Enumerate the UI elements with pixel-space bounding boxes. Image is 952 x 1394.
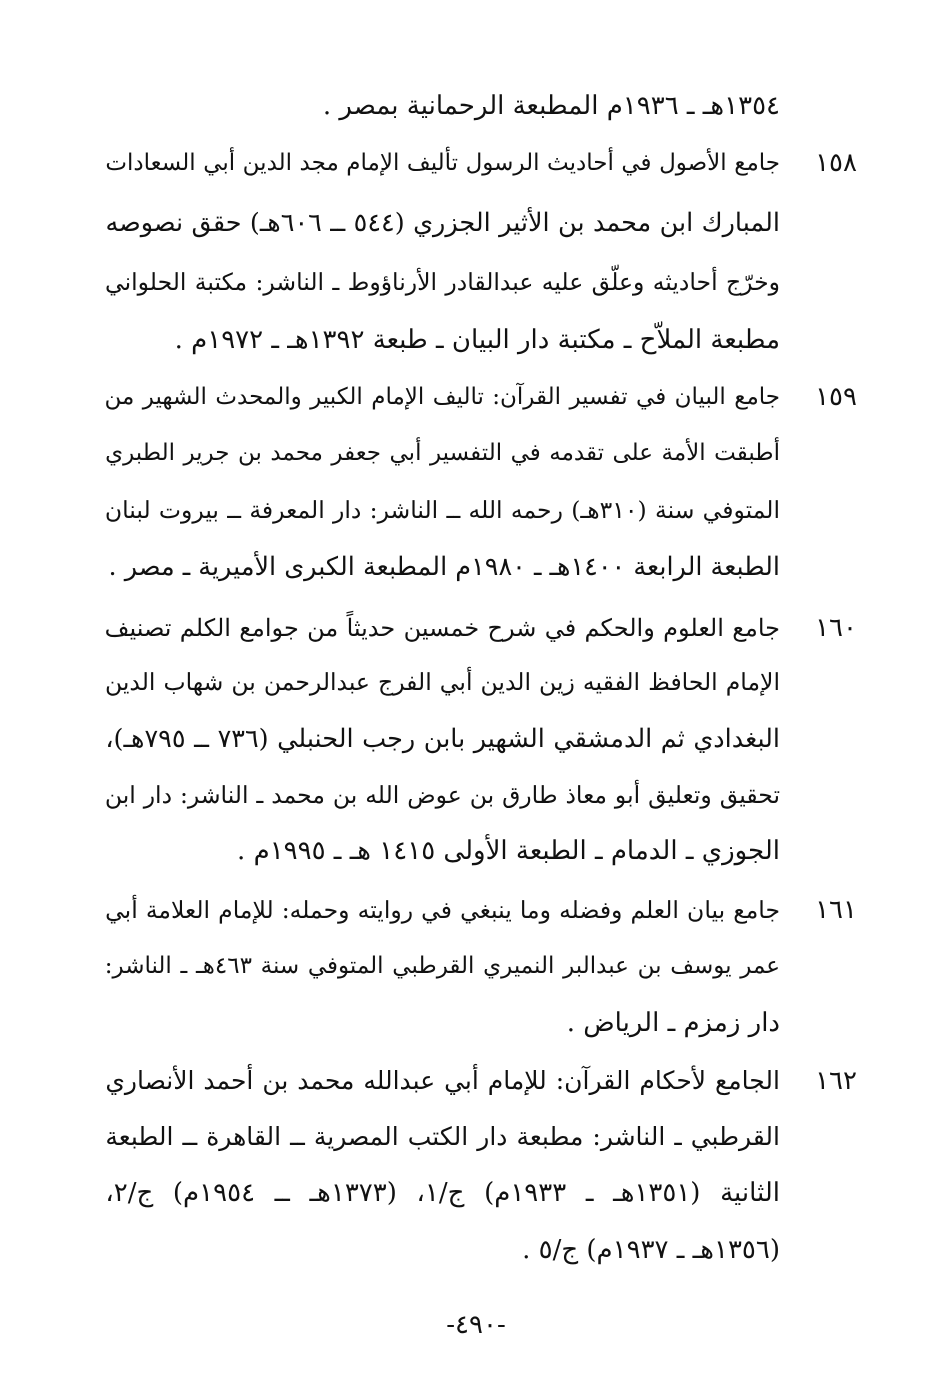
continuation-line: ١٣٥٤هـ ـ ١٩٣٦م المطبعة الرحمانية بمصر .: [322, 91, 780, 121]
entry-line: الجوزي ـ الدمام ـ الطبعة الأولى ١٤١٥ هـ ـ ١٩٩٥م .: [237, 836, 780, 866]
entry-line: الإمام الحافظ الفقيه زين الدين أبي الفرج عبدالرحمن بن شهاب الدين: [105, 668, 780, 696]
entry-line: مطبعة الملاّح ـ مكتبة دار البيان ـ طبعة ١٣٩٢هـ ـ ١٩٧٢م .: [174, 325, 780, 355]
entry-line: المبارك ابن محمد بن الأثير الجزري (٥٤٤ ــ ٦٠٦هـ) حقق نصوصه: [105, 208, 780, 238]
entry-line: الطبعة الرابعة ١٤٠٠هـ ـ ١٩٨٠م المطبعة الكبرى الأميرية ـ مصر .: [108, 552, 780, 582]
entry-line: جامع البيان في تفسير القرآن: تاليف الإمام الكبير والمحدث الشهير من: [105, 384, 780, 410]
entry-line: تحقيق وتعليق أبو معاذ طارق بن عوض الله بن محمد ـ الناشر: دار ابن: [105, 781, 780, 809]
entry-line: وخرّج أحاديثه وعلّق عليه عبدالقادر الأرناؤوط ـ الناشر: مكتبة الحلواني: [105, 268, 780, 296]
page-number: -٤٩٠-: [446, 1310, 506, 1340]
entry-number: ١٦٢: [815, 1066, 857, 1096]
entry-number: ١٦٠: [815, 613, 857, 643]
entry-line: جامع العلوم والحكم في شرح خمسين حديثاً من جوامع الكلم تصنيف: [105, 614, 780, 642]
entry-line: دار زمزم ـ الرياض .: [566, 1008, 780, 1038]
entry-number: ١٥٩: [815, 382, 857, 412]
entry-line: جامع الأصول في أحاديث الرسول تأليف الإمام مجد الدين أبي السعادات: [105, 150, 780, 176]
entry-line: (١٣٥٦هـ ـ ١٩٣٧م) ج/٥ .: [522, 1235, 780, 1265]
entry-line: المتوفي سنة (٣١٠هـ) رحمه الله ــ الناشر: دار المعرفة ــ بيروت لبنان: [105, 496, 780, 524]
entry-line: البغدادي ثم الدمشقي الشهير بابن رجب الحنبلي (٧٣٦ ــ ٧٩٥هـ)،: [105, 724, 780, 754]
entry-line: القرطبي ـ الناشر: مطبعة دار الكتب المصرية ــ القاهرة ــ الطبعة: [105, 1122, 780, 1151]
entry-number: ١٥٨: [815, 148, 857, 178]
entry-line: أطبقت الأمة على تقدمه في التفسير أبي جعفر محمد بن جرير الطبري: [105, 440, 780, 466]
entry-line: عمر يوسف بن عبدالبر النميري القرطبي المتوفي سنة ٤٦٣هـ ـ الناشر:: [105, 953, 780, 979]
entry-line: جامع بيان العلم وفضله وما ينبغي في روايته وحمله: للإمام العلامة أبي: [105, 896, 780, 924]
entry-line: الجامع لأحكام القرآن: للإمام أبي عبدالله محمد بن أحمد الأنصاري: [105, 1066, 780, 1095]
entry-number: ١٦١: [815, 895, 857, 925]
entry-line: الثانية (١٣٥١هـ ـ ١٩٣٣م) ج/١، (١٣٧٣هـ ــ ١٩٥٤م) ج/٢،: [105, 1178, 780, 1208]
